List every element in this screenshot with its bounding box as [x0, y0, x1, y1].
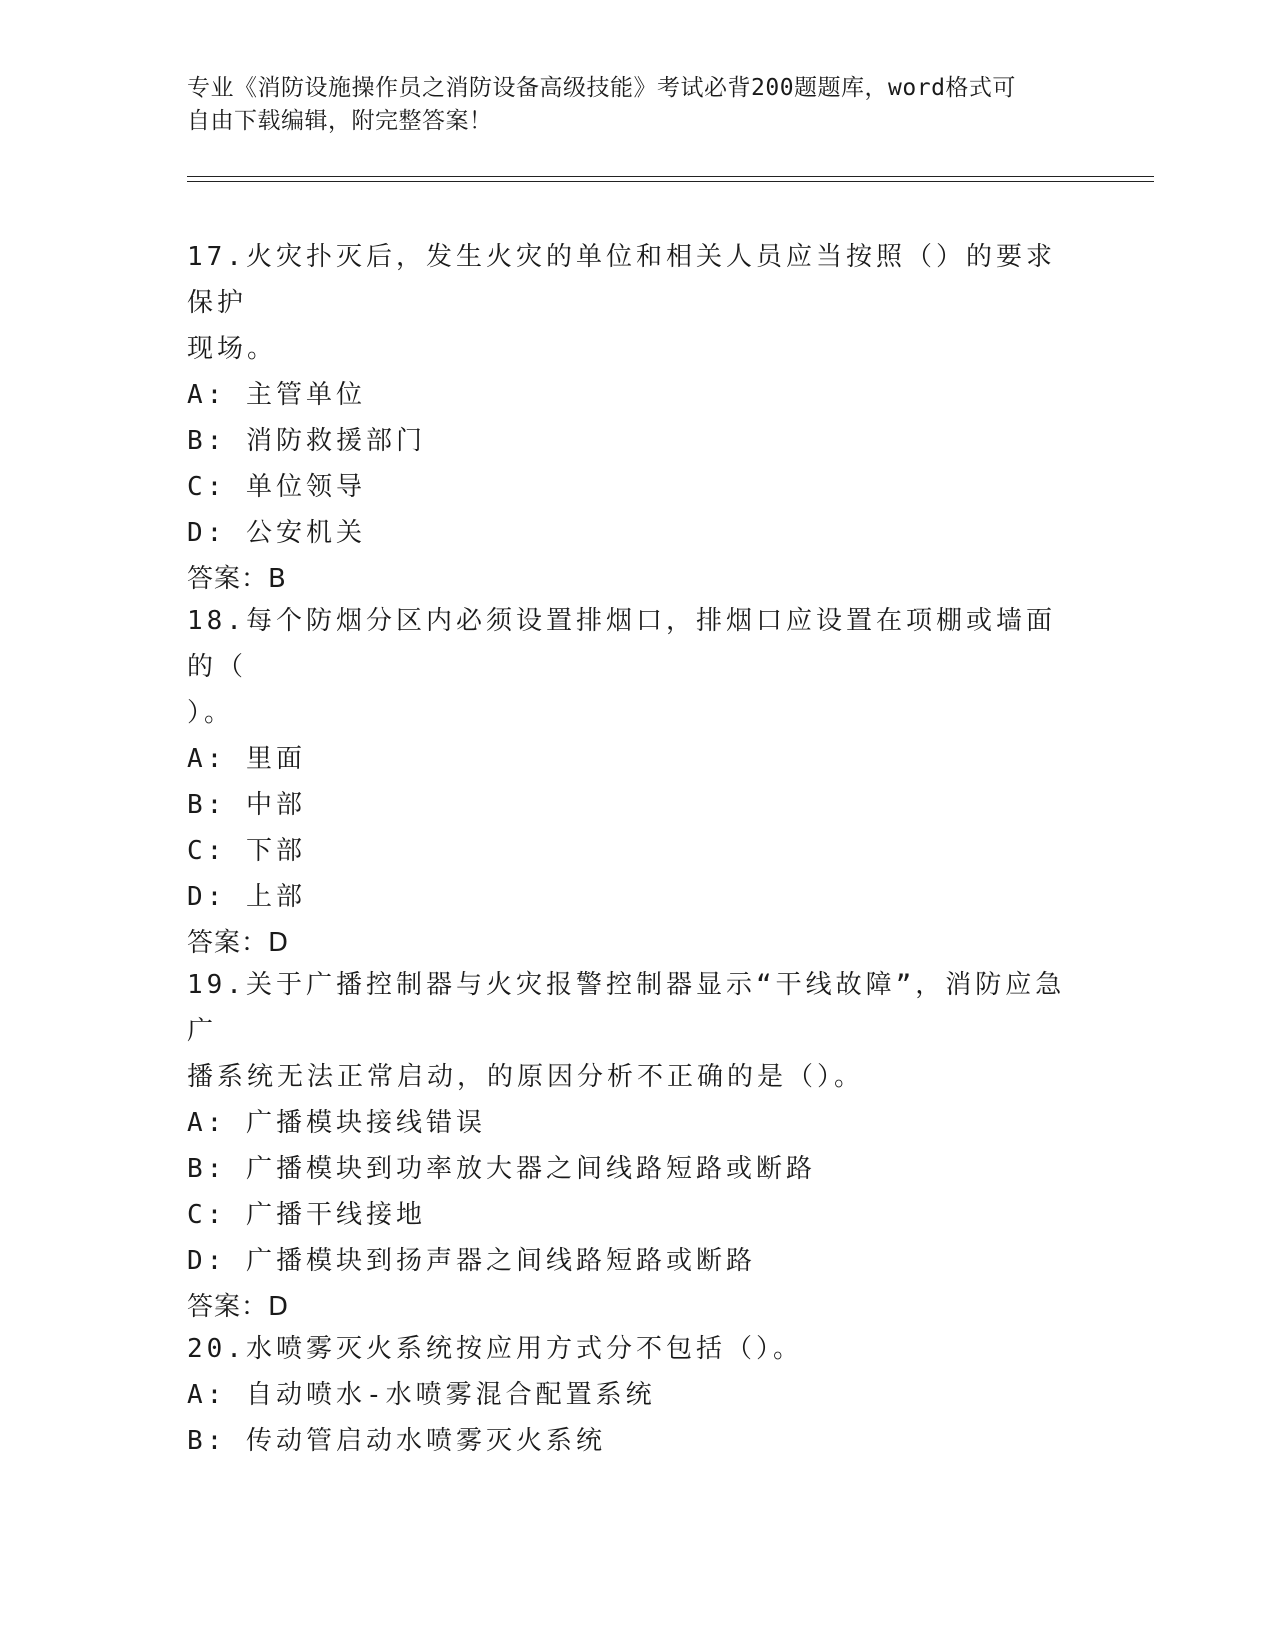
option-b: B: 传动管启动水喷雾灭火系统	[187, 1426, 606, 1456]
header-divider-bottom	[187, 181, 1154, 182]
question-stem-line: 20.水喷雾灭火系统按应用方式分不包括（）。	[187, 1334, 803, 1364]
option-c: C: 下部	[187, 836, 306, 866]
option-b: B: 中部	[187, 790, 306, 820]
option-a: A: 自动喷水-水喷雾混合配置系统	[187, 1380, 656, 1410]
option-c: C: 单位领导	[187, 472, 366, 502]
option-d: D: 上部	[187, 882, 306, 912]
option-d: D: 广播模块到扬声器之间线路短路或断路	[187, 1246, 756, 1276]
option-a: A: 广播模块接线错误	[187, 1108, 486, 1138]
question-stem-line: 现场。	[187, 334, 278, 364]
answer: 答案：D	[187, 1292, 290, 1322]
question-stem-line: ）。	[187, 698, 235, 728]
option-b: B: 消防救援部门	[187, 426, 426, 456]
header-line-2: 自由下载编辑，附完整答案！	[187, 108, 493, 134]
question-18	[187, 598, 1077, 966]
answer: 答案：D	[187, 928, 290, 958]
header-line-1: 专业《消防设施操作员之消防设备高级技能》考试必背200题题库，word格式可	[187, 75, 1016, 101]
option-b: B: 广播模块到功率放大器之间线路短路或断路	[187, 1154, 816, 1184]
answer: 答案：B	[187, 564, 287, 594]
option-a: A: 主管单位	[187, 380, 366, 410]
question-20	[187, 1326, 1077, 1464]
option-d: D: 公安机关	[187, 518, 366, 548]
option-a: A: 里面	[187, 744, 306, 774]
question-stem-line: 18.每个防烟分区内必须设置排烟口，排烟口应设置在项棚或墙面的（	[187, 606, 1056, 682]
question-stem-line: 19.关于广播控制器与火灾报警控制器显示“干线故障”，消防应急广	[187, 970, 1066, 1046]
question-stem-line: 播系统无法正常启动，的原因分析不正确的是（）。	[187, 1062, 865, 1092]
document-header	[187, 72, 1087, 138]
question-stem-line: 17.火灾扑灭后，发生火灾的单位和相关人员应当按照（）的要求保护	[187, 242, 1056, 318]
question-19	[187, 962, 1077, 1330]
header-divider-top	[187, 176, 1154, 177]
question-17	[187, 234, 1077, 602]
option-c: C: 广播干线接地	[187, 1200, 426, 1230]
